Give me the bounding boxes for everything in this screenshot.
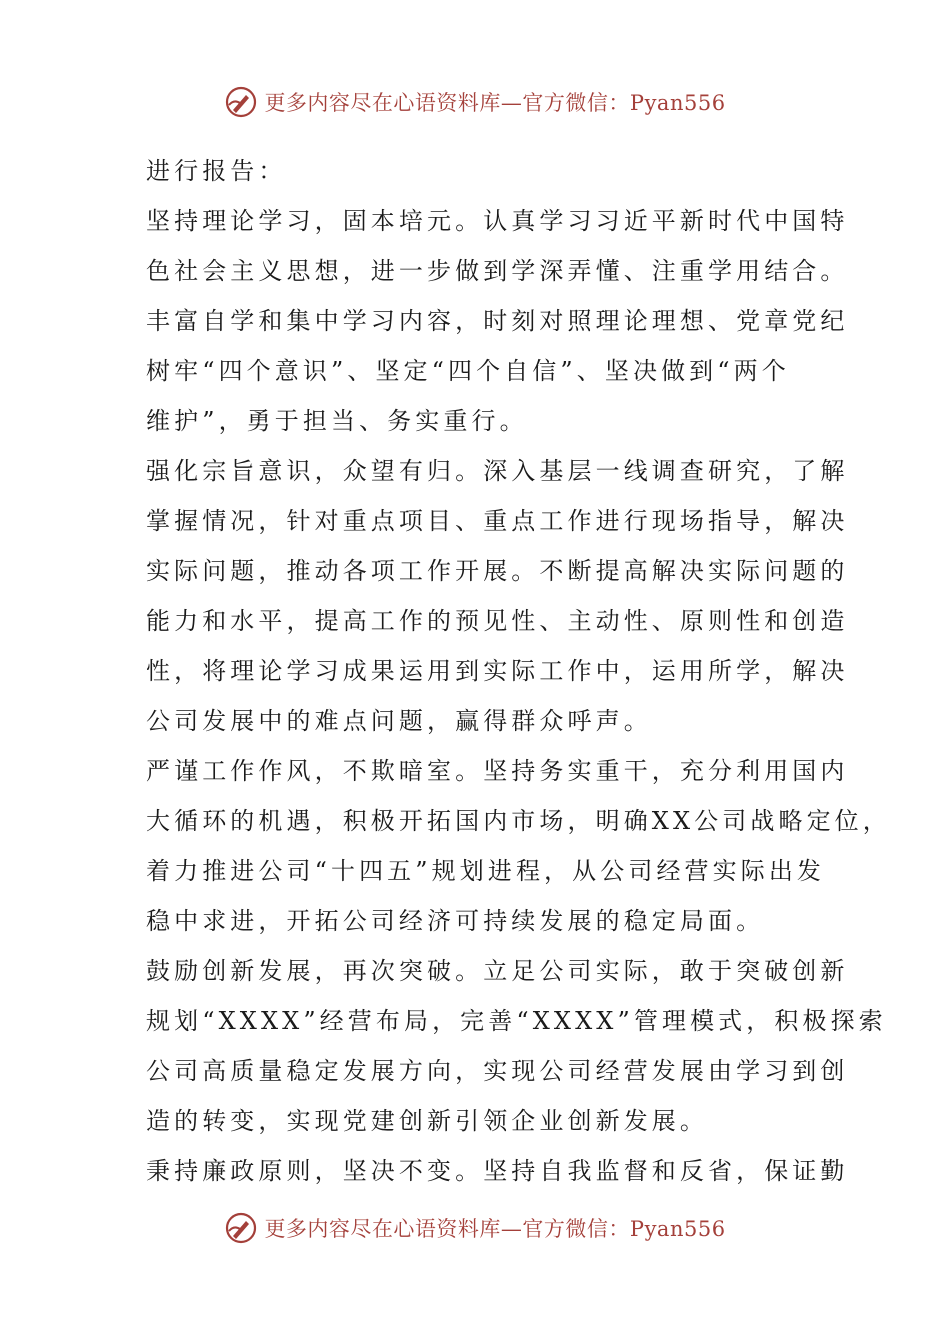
text-line: 秉持廉政原则，坚决不变。坚持自我监督和反省，保证勤 <box>146 1157 849 1185</box>
text-line: 树牢“四个意识”、坚定“四个自信”、坚决做到“两个 <box>146 357 790 385</box>
text-line: 严谨工作作风，不欺暗室。坚持务实重干，充分利用国内 <box>146 757 849 785</box>
text-line: 维护”，勇于担当、务实重行。 <box>146 407 528 435</box>
footer-banner-text: 更多内容尽在心语资料库—官方微信：Pyan556 <box>264 1217 726 1241</box>
text-line: 性，将理论学习成果运用到实际工作中，运用所学，解决 <box>146 657 849 685</box>
text-line: 公司高质量稳定发展方向，实现公司经营发展由学习到创 <box>146 1057 849 1085</box>
text-line: 强化宗旨意识，众望有归。深入基层一线调查研究，了解 <box>146 457 849 485</box>
header-banner-text: 更多内容尽在心语资料库—官方微信：Pyan556 <box>264 91 726 115</box>
text-line: 造的转变，实现党建创新引领企业创新发展。 <box>146 1107 708 1135</box>
text-line: 鼓励创新发展，再次突破。立足公司实际，敢于突破创新 <box>146 957 849 985</box>
text-line: 规划“XXXX”经营布局，完善“XXXX”管理模式，积极探索 <box>146 1007 887 1035</box>
text-line: 进行报告： <box>146 157 287 185</box>
text-line: 丰富自学和集中学习内容，时刻对照理论理想、党章党纪 <box>146 307 849 335</box>
text-line: 公司发展中的难点问题，赢得群众呼声。 <box>146 707 652 735</box>
document-body <box>146 146 891 1196</box>
text-line: 能力和水平，提高工作的预见性、主动性、原则性和创造 <box>146 607 849 635</box>
pen-circle-logo-icon <box>224 85 258 119</box>
text-line: 稳中求进，开拓公司经济可持续发展的稳定局面。 <box>146 907 765 935</box>
text-line: 掌握情况，针对重点项目、重点工作进行现场指导，解决 <box>146 507 849 535</box>
text-line: 色社会主义思想，进一步做到学深弄懂、注重学用结合。 <box>146 257 849 285</box>
text-line: 坚持理论学习，固本培元。认真学习习近平新时代中国特 <box>146 207 849 235</box>
text-line: 大循环的机遇，积极开拓国内市场，明确XX公司战略定位， <box>146 807 891 835</box>
header-banner <box>0 80 950 124</box>
footer-banner <box>0 1206 950 1250</box>
pen-circle-logo-icon <box>224 1211 258 1245</box>
text-line: 实际问题，推动各项工作开展。不断提高解决实际问题的 <box>146 557 849 585</box>
text-line: 着力推进公司“十四五”规划进程，从公司经营实际出发 <box>146 857 826 885</box>
